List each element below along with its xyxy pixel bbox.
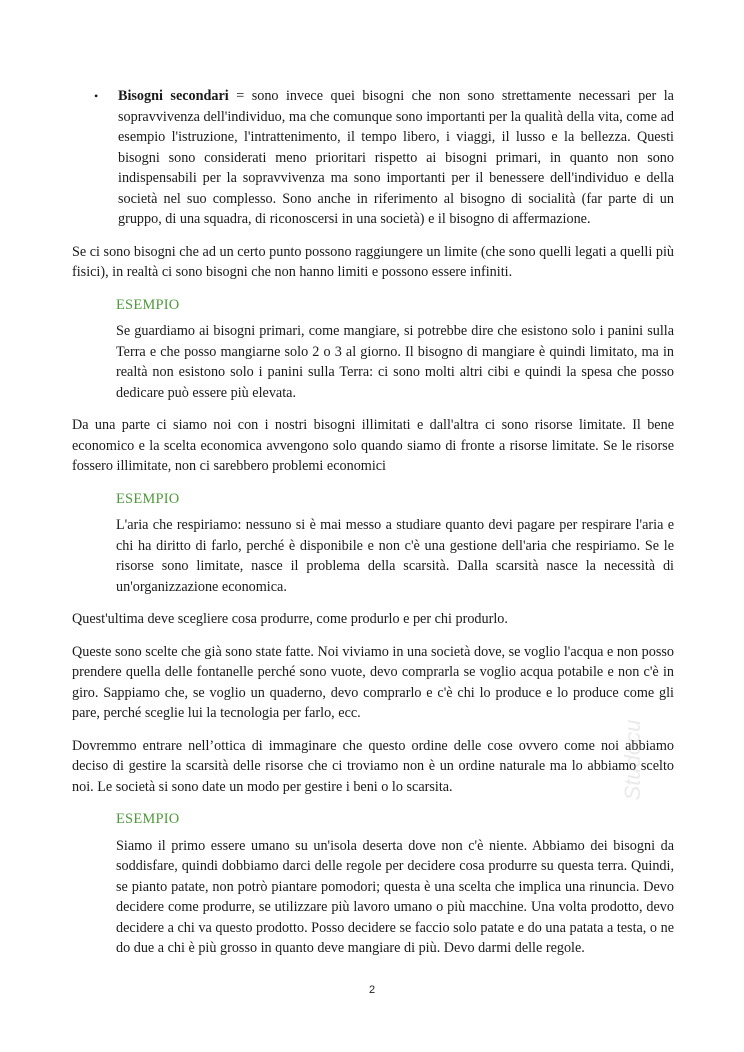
paragraph-choices: Quest'ultima deve scegliere cosa produrre, come produrlo e per chi produrlo.	[72, 611, 508, 627]
example-title: ESEMPIO	[116, 811, 180, 827]
page-number: 2	[368, 984, 376, 996]
bullet-item-secondary-needs	[72, 86, 674, 230]
bullet-term: Bisogni secondari	[118, 88, 229, 104]
bullet-definition: = sono invece quei bisogni che non sono strettamente necessari per la sopravvivenza dell'individuo, ma che comunque sono importanti per la qualità della vita, come ad esempio l'istruzione, l'intrattenimento, il tempo libero, i viaggi, il lusso e la bellezza. Questi bisogni sono considerati meno prioritari rispetto ai bisogni primari, in quanto non sono indispensabili per la sopravvivenza ma sono importanti per il benessere dell'individuo e della società nel suo complesso. Sono anche in riferimento al bisogno di socialità (far parte di un gruppo, di una squadra, di riconoscersi in una società) e il bisogno di affermazione.	[118, 88, 674, 227]
example-block-2	[72, 489, 674, 598]
example-title: ESEMPIO	[116, 296, 180, 313]
paragraph-scarcity: Da una parte ci siamo noi con i nostri bisogni illimitati e dall'altra ci sono risorse limitate. Il bene economico e la scelta economica avvengono solo quando siamo di fronte a risorse limitate. Se le risorse fossero illimitate, non ci sarebbero problemi economici	[72, 417, 674, 474]
bullet-marker: •	[94, 89, 99, 103]
example-block-1	[72, 295, 674, 404]
example-title: ESEMPIO	[116, 490, 180, 507]
bullet-text	[118, 86, 674, 230]
paragraph-order: Dovremmo entrare nell’ottica di immaginare che questo ordine delle cose ovvero come noi abbiamo deciso di gestire la scarsità delle risorse che ci troviamo non è un ordine naturale ma lo abbiamo scelto noi. Le società si sono date un modo per gestire i beni o lo scarsita.	[72, 737, 674, 795]
watermark: Studocu	[620, 719, 645, 801]
paragraph-limits: Se ci sono bisogni che ad un certo punto possono raggiungere un limite (che sono quelli legati a quelli più fisici), in realtà ci sono bisogni che non hanno limiti e possono essere infiniti.	[72, 243, 674, 280]
example-block-3	[72, 809, 674, 959]
page-content	[72, 86, 674, 971]
example-text: L'aria che respiriamo: nessuno si è mai messo a studiare quanto devi pagare per respirare l'aria e chi ha diritto di farlo, perché è disponibile e non c'è una gestione dell'aria che respiriamo. Se le risorse sono limitate, nasce il problema della scarsità. Dalla scarsità nasce la necessità di un'organizzazione economica.	[116, 517, 674, 595]
example-text: Siamo il primo essere umano su un'isola deserta dove non c'è niente. Abbiamo dei bisogni da soddisfare, quindi dobbiamo darci delle regole per decidere cosa produrre su questa terra. Quindi, se pianto patate, non potrò piantare pomodori; questa è una scelta che implica una rinuncia. Devo decidere come produrre, se utilizzare più lavoro umano o più macchine. Una volta prodotto, devo decidere a chi va questo prodotto. Posso decidere se faccio solo patate e do una patata a testa, o ne do due a chi è più grosso in quanto deve mangiare di più. Devo darmi delle regole.	[116, 837, 674, 956]
example-text: Se guardiamo ai bisogni primari, come mangiare, si potrebbe dire che esistono solo i panini sulla Terra e che posso mangiarne solo 2 o 3 al giorno. Il bisogno di mangiare è quindi limitato, ma in realtà non esistono solo i panini sulla Terra: ci sono molti altri cibi e quindi la spesa che posso dedicare può essere più elevata.	[116, 323, 674, 401]
paragraph-society: Queste sono scelte che già sono state fatte. Noi viviamo in una società dove, se voglio l'acqua e non posso prendere quella delle fontanelle perché sono vuote, devo comprarla se voglio acqua potabile e non c'è in giro. Sappiamo che, se voglio un quaderno, devo comprarlo e c'è chi lo produce e lo produce come gli pare, perché sceglie lui la tecnologia per farlo, ecc.	[72, 643, 674, 721]
